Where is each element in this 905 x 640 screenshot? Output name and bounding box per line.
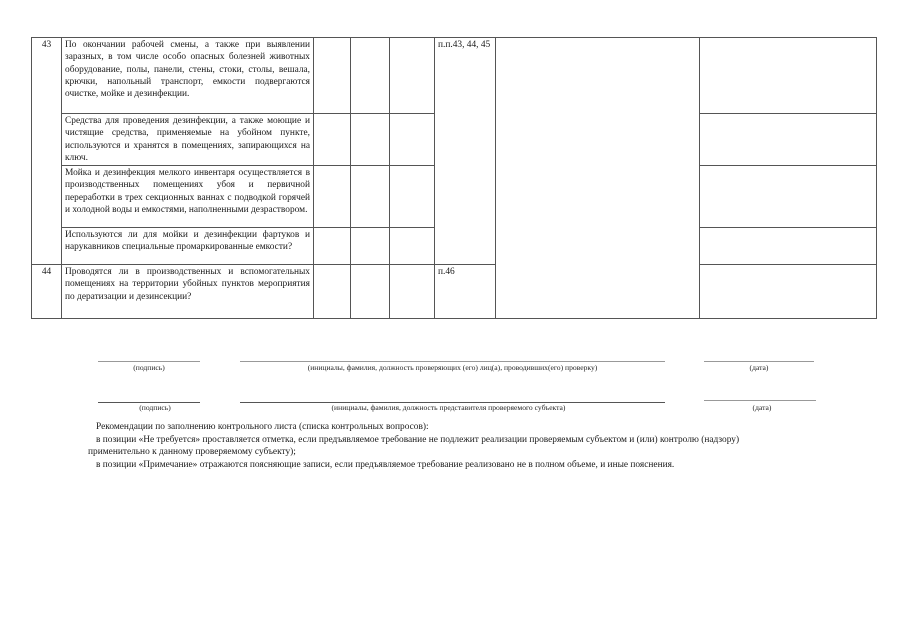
answer-no-cell[interactable]	[351, 38, 390, 114]
question-number: 44	[32, 265, 62, 319]
signature-caption: (подпись)	[133, 363, 165, 372]
note-cell[interactable]	[700, 228, 877, 265]
answer-yes-cell[interactable]	[314, 38, 351, 114]
table-row	[32, 265, 877, 319]
date-line	[704, 400, 816, 401]
names-line	[240, 361, 665, 362]
answer-no-cell[interactable]	[351, 114, 390, 166]
date-caption: (дата)	[752, 403, 772, 412]
question-text: Средства для проведения дезинфекции, а также моющие и чистящие средства, применяемые на убойном пункте, используются и хранятся в помещениях, запирающихся на ключ.	[62, 114, 314, 166]
instruction-item: в позиции «Примечание» отражаются поясняющие записи, если предъявляемое требование реализовано не в полном объеме, и иные пояснения.	[96, 459, 675, 470]
question-text: По окончании рабочей смены, а также при выявлении заразных, в том числе особо опасных болезней животных оборудование, полы, панели, стены, стоки, столы, вешала, крючки, напольный транспорт, емкости подвергаются очистке, мойке и дезинфекции.	[62, 38, 314, 114]
answer-not-required-cell[interactable]	[390, 114, 435, 166]
instructions-heading: Рекомендации по заполнению контрольного листа (списка контрольных вопросов):	[96, 422, 429, 432]
reference-text-cell	[496, 38, 700, 319]
answer-no-cell[interactable]	[351, 166, 390, 228]
answer-not-required-cell[interactable]	[390, 38, 435, 114]
answer-not-required-cell[interactable]	[390, 228, 435, 265]
answer-not-required-cell[interactable]	[390, 166, 435, 228]
question-text: Мойка и дезинфекция мелкого инвентаря осуществляется в производственных помещениях убоя и первичной переработки в трех секционных ваннах с подводкой горячей и холодной воды и емкостями, наполненными дезраствором.	[62, 166, 314, 228]
table-row	[32, 38, 877, 114]
answer-yes-cell[interactable]	[314, 166, 351, 228]
question-number: 43	[32, 38, 62, 265]
answer-not-required-cell[interactable]	[390, 265, 435, 319]
answer-no-cell[interactable]	[351, 265, 390, 319]
date-caption: (дата)	[749, 363, 769, 372]
instruction-item: в позиции «Не требуется» проставляется отметка, если предъявляемое требование не подлежит реализации проверяемым субъектом и (или) контролю (надзору)	[96, 434, 740, 445]
note-cell[interactable]	[700, 265, 877, 319]
filling-instructions	[88, 421, 876, 471]
answer-yes-cell[interactable]	[314, 228, 351, 265]
question-text: Используются ли для мойки и дезинфекции фартуков и нарукавников специальные промаркированные емкости?	[62, 228, 314, 265]
answer-yes-cell[interactable]	[314, 114, 351, 166]
note-cell[interactable]	[700, 38, 877, 114]
answer-yes-cell[interactable]	[314, 265, 351, 319]
signature-caption: (подпись)	[139, 403, 171, 412]
legal-reference: п.46	[435, 265, 496, 319]
names-caption: (инициалы, фамилия, должность представителя проверяемого субъекта)	[331, 403, 566, 412]
checklist-table	[31, 37, 877, 319]
instruction-item-continuation: применительно к данному проверяемому субъекту);	[88, 447, 296, 458]
answer-no-cell[interactable]	[351, 228, 390, 265]
date-line	[704, 361, 814, 362]
question-text: Проводятся ли в производственных и вспомогательных помещениях на территории убойных пунктов мероприятия по дератизации и дезинсекции?	[62, 265, 314, 319]
note-cell[interactable]	[700, 114, 877, 166]
names-caption: (инициалы, фамилия, должность проверяющих (его) лиц(а), проводивших(его) проверку)	[307, 363, 598, 372]
note-cell[interactable]	[700, 166, 877, 228]
legal-reference: п.п.43, 44, 45	[435, 38, 496, 265]
signature-line	[98, 361, 200, 362]
